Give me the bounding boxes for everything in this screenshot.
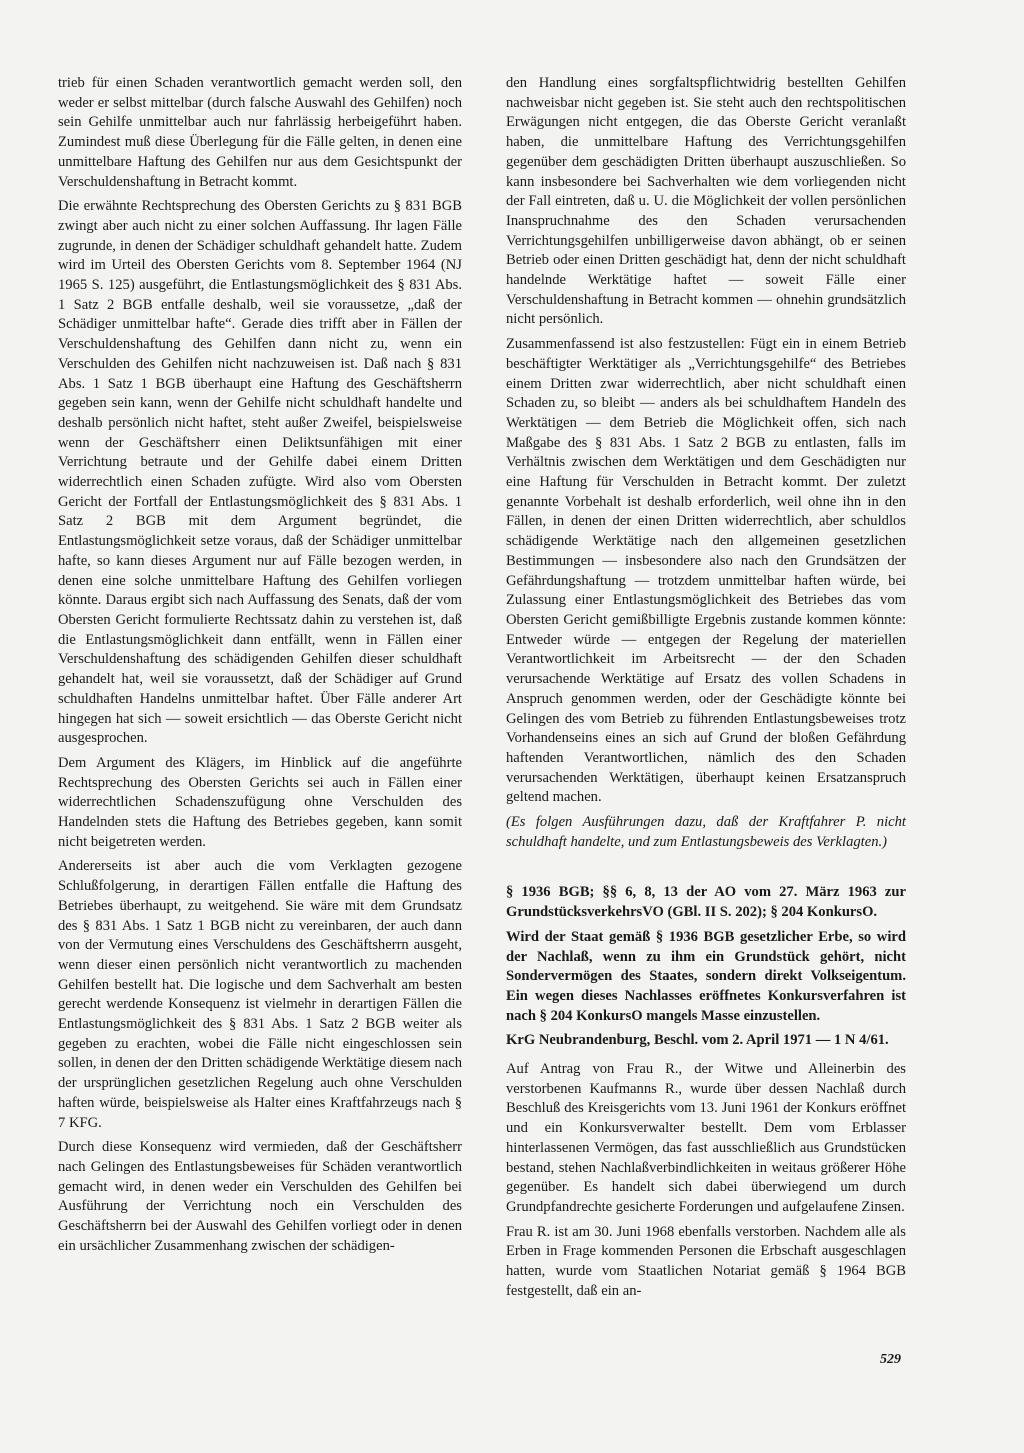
body-paragraph: den Handlung eines sorgfaltspflichtwidrig bestellten Gehilfen nachweisbar nicht gegeben ist. Sie steht auch den rechtspolitischen Erwägungen nicht entgegen, die das Oberste Gericht veranlaßt haben, die unmittelbare Haftung des Verrichtungsgehilfen gegenüber dem geschädigten Dritten überhaupt auszuschließen. So kann insbesondere bei Sachverhalten wie dem vorliegenden nicht der Fall eintreten, daß u. U. die Möglichkeit der vollen persönlichen Inanspruchnahme des den Schaden verursachenden Verrichtungsgehilfen unbilligerweise davon abhängt, ob er seinen Betrieb oder einen Dritten geschädigt hat, denn der nicht schuldhaft handelnde Werktätige haftet — soweit Fälle einer Verschuldenshaftung in Betracht kommen — ohnehin grundsätzlich nicht persönlich. [506, 75, 906, 328]
body-paragraph: Die erwähnte Rechtsprechung des Obersten Gerichts zu § 831 BGB zwingt aber auch nicht zu einer solchen Auffassung. Ihr lagen Fälle zugrunde, in denen der Schädiger schuldhaft gehandelt hatte. Zudem wird im Urteil des Obersten Gerichts vom 8. September 1964 (NJ 1965 S. 125) ausgeführt, die Entlastungsmöglichkeit des § 831 Abs. 1 Satz 2 BGB entfalle deshalb, weil sie voraussetze, „daß der Schädiger unmittelbar hafte“. Gerade dies trifft aber in Fällen der Verschuldenshaftung des Gehilfen dann nicht zu, wenn ein Verschulden des Gehilfen nicht nachzuweisen ist. Daß nach § 831 Abs. 1 Satz 1 BGB überhaupt eine Haftung des Geschäftsherrn gegeben sein kann, wenn der Gehilfe nicht schuldhaft handelte und deshalb persönlich nicht haftet, steht außer Zweifel, beispielsweise wenn der Geschäftsherr einen Deliktsunfähigen mit einer Verrichtung betraute und der Gehilfe dabei einem Dritten widerrechtlich einen Schaden zufügte. Wird also vom Obersten Gericht der Fortfall der Entlastungsmöglichkeit des § 831 Abs. 1 Satz 2 BGB mit dem Argument begründet, die Entlastungsmöglichkeit setze voraus, daß der Schädiger unmittelbar hafte, so kann dieses Argument nur auf Fälle bezogen werden, in denen eine solche unmittelbare Haftung des Gehilfen vorliegen könnte. Daraus ergibt sich nach Auffassung des Senats, daß der vom Obersten Gericht formulierte Rechtssatz dahin zu verstehen ist, daß die Entlastungsmöglichkeit dann entfällt, wenn in Fällen einer Verschuldenshaftung des schädigenden Gehilfen dieser schuldhaft gehandelt hat, weil sie voraussetzt, daß der Schädiger auf Grund schuldhaften Handelns unmittelbar haftet. Über Fälle anderer Art hingegen hat sich — soweit ersichtlich — das Oberste Gericht nicht ausgesprochen. [58, 198, 462, 747]
body-paragraph: Durch diese Konsequenz wird vermieden, daß der Geschäftsherr nach Gelingen des Entlastungsbeweises für Schäden verantwortlich gemacht wird, in denen weder ein Verschulden des Gehilfen bei Ausführung der Verrichtung noch ein Verschulden des Geschäftsherrn bei der Auswahl des Gehilfen vorliegt oder in denen ein ursächlicher Zusammenhang zwischen der schädigen- [58, 1139, 462, 1254]
body-paragraph: Andererseits ist aber auch die vom Verklagten gezogene Schlußfolgerung, in derartigen Fällen entfalle die Haftung des Betriebes überhaupt, zu weitgehend. Sie wäre mit dem Grundsatz des § 831 Abs. 1 Satz 1 BGB nicht zu vereinbaren, der auch dann von der Vermutung eines Verschuldens des Geschäftsherrn ausgeht, wenn dieser einen persönlich nicht verantwortlich zu machenden Gehilfen bestellt hat. Die logische und dem Sachverhalt am besten gerecht werdende Konsequenz ist vielmehr in derartigen Fällen die Entlastungsmöglichkeit des § 831 Abs. 1 Satz 2 BGB weiter als gegeben zu erachten, wobei die Fälle nicht eingeschlossen sein sollen, in denen der den Dritten schädigende Werktätige diesem nach der ursprünglichen gesetzlichen Regelung auch ohne Verschulden haften würde, beispielsweise als Halter eines Kraftfahrzeugs nach § 7 KFG. [58, 858, 462, 1131]
body-paragraph: Zusammenfassend ist also festzustellen: Fügt ein in einem Betrieb beschäftigter Werktätiger als „Verrichtungsgehilfe“ des Betriebes einem Dritten zwar widerrechtlich, aber nicht schuldhaft einen Schaden zu, so bleibt — anders als bei schuldhaftem Handeln des Werktätigen — dem Betrieb die Möglichkeit offen, sich nach Maßgabe des § 831 Abs. 1 Satz 2 BGB zu entlasten, falls im Verhältnis zwischen dem Werktätigen und dem Geschädigten nur eine Haftung für Verschulden in Betracht kommt. Der zuletzt genannte Vorbehalt ist deshalb erforderlich, weil ohne ihn in den Fällen, in denen der einen Dritten widerrechtlich, aber schuldlos schädigende Werktätige nach den allgemeinen gesetzlichen Bestimmungen — insbesondere also nach den Grundsätzen der Gefährdungshaftung — trotzdem unmittelbar haften würde, bei Zulassung einer Entlastungsmöglichkeit des Betriebes das vom Obersten Gericht gemißbilligte Ergebnis zustande kommen könnte: Entweder würde — entgegen der Regelung der materiellen Verantwortlichkeit im Arbeitsrecht — der den Schaden verursachende Werktätige auf Ersatz des vollen Schadens in Anspruch genommen werden, oder der Geschädigte könnte bei Gelingen des vom Betrieb zu führenden Entlastungsbeweises trotz Vorhandenseins eines an sich auf Grund der bloßen Gefährdung haftenden Verantwortlichen, nämlich des den Schaden verursachenden Werktätigen, überhaupt keinen Ersatzanspruch geltend machen. [506, 336, 906, 806]
headnote: Wird der Staat gemäß § 1936 BGB gesetzlicher Erbe, so wird der Nachlaß, wenn zu ihm ein Grundstück gehört, nicht Sondervermögen des Staates, sondern direkt Volkseigentum. Ein wegen dieses Nachlasses eröffnetes Konkursverfahren ist nach § 204 KonkursO mangels Masse einzustellen. [506, 928, 906, 1024]
norm-heading: § 1936 BGB; §§ 6, 8, 13 der AO vom 27. März 1963 zur GrundstücksverkehrsVO (GBl. II S. 202); § 204 KonkursO. [506, 884, 906, 921]
body-paragraph: trieb für einen Schaden verantwortlich gemacht werden soll, den weder er selbst mittelbar (durch falsche Auswahl des Gehilfen) noch sein Gehilfe unmittelbar auch nur fahrlässig herbeigeführt haben. Zumindest muß diese Überlegung für die Fälle gelten, in denen eine unmittelbare Haftung des Gehilfen nur aus dem Gesichtspunkt der Verschuldenshaftung in Betracht kommt. [58, 75, 462, 190]
right-column [506, 74, 906, 1306]
section-spacer [506, 857, 906, 883]
left-column [58, 74, 462, 1261]
editorial-note: (Es folgen Ausführungen dazu, daß der Kraftfahrer P. nicht schuldhaft handelte, und zum Entlastungsbeweis des Verklagten.) [506, 814, 906, 850]
court-citation: KrG Neubrandenburg, Beschl. vom 2. April 1971 — 1 N 4/61. [506, 1032, 889, 1049]
body-paragraph: Frau R. ist am 30. Juni 1968 ebenfalls verstorben. Nachdem alle als Erben in Frage kommenden Personen die Erbschaft ausgeschlagen hatten, wurde vom Staatlichen Notariat gemäß § 1964 BGB festgestellt, daß ein an- [506, 1223, 906, 1299]
body-paragraph: Dem Argument des Klägers, im Hinblick auf die angeführte Rechtsprechung des Obersten Gerichts sei auch in Fällen einer widerrechtlichen Schadenszufügung ohne Verschulden des Handelnden stets die Haftung des Betriebes gegeben, kann somit nicht beigetreten werden. [58, 754, 462, 850]
body-paragraph: Auf Antrag von Frau R., der Witwe und Alleinerbin des verstorbenen Kaufmanns R., wurde über dessen Nachlaß durch Beschluß des Kreisgerichts vom 13. Juni 1961 der Konkurs eröffnet und ein Konkursverwalter bestellt. Dem vom Erblasser hinterlassenen Vermögen, das fast ausschließlich aus Grundstücken bestand, stehen Nachlaßverbindlichkeiten in weitaus größerer Höhe gegenüber. Es handelt sich dabei überwiegend um durch Grundpfandrechte gesicherte Forderungen und aufgelaufene Zinsen. [506, 1061, 906, 1215]
page-number: 529 [880, 1352, 901, 1367]
